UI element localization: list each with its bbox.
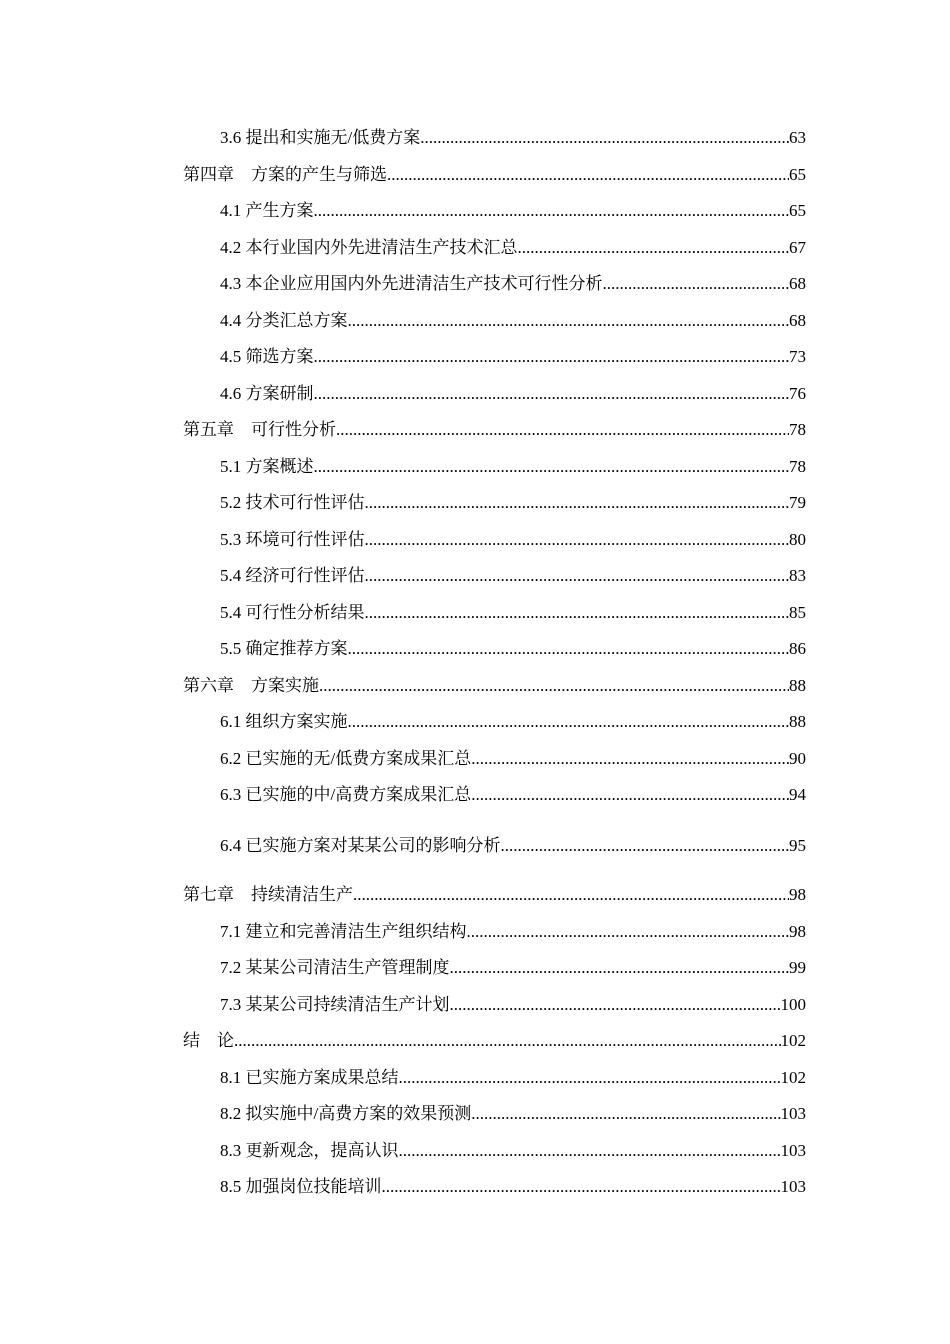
toc-dot-leader (353, 884, 789, 906)
toc-entry-title: 结 论 (183, 1031, 234, 1050)
toc-entry-title: 8.1 已实施方案成果总结 (220, 1068, 399, 1087)
toc-entry-title: 6.2 已实施的无/低费方案成果汇总 (220, 749, 472, 768)
toc-entry[interactable] (220, 383, 806, 405)
toc-dot-leader (348, 638, 790, 660)
toc-dot-leader (365, 492, 790, 514)
toc-page-number: 88 (789, 676, 806, 695)
toc-page-number: 103 (780, 1141, 806, 1160)
toc-entry[interactable] (220, 1103, 806, 1125)
toc-entry[interactable] (220, 1176, 806, 1198)
toc-dot-leader (518, 237, 790, 259)
toc-page-number: 73 (789, 347, 806, 366)
toc-dot-leader (314, 383, 790, 405)
toc-dot-leader (467, 921, 790, 943)
toc-entry-title: 第五章 可行性分析 (183, 420, 336, 439)
toc-dot-leader (348, 711, 790, 733)
toc-entry-title: 8.3 更新观念，提高认识 (220, 1141, 399, 1160)
toc-page-number: 65 (789, 201, 806, 220)
toc-page-number: 78 (789, 420, 806, 439)
toc-dot-leader (365, 602, 790, 624)
toc-entry[interactable] (220, 835, 806, 857)
toc-page-number: 76 (789, 384, 806, 403)
toc-dot-leader (399, 1067, 781, 1089)
toc-page-number: 79 (789, 493, 806, 512)
toc-dot-leader (365, 565, 790, 587)
toc-page-number: 68 (789, 311, 806, 330)
toc-dot-leader (420, 127, 789, 149)
toc-page-number: 103 (780, 1104, 806, 1123)
toc-entry-title: 4.4 分类汇总方案 (220, 311, 348, 330)
toc-entry[interactable] (220, 237, 806, 259)
toc-page-number: 94 (789, 785, 806, 804)
toc-dot-leader (348, 310, 790, 332)
toc-entry[interactable] (220, 346, 806, 368)
toc-entry-title: 5.4 可行性分析结果 (220, 603, 365, 622)
toc-chapter-entry[interactable] (183, 884, 806, 906)
toc-page-number: 63 (789, 128, 806, 147)
toc-dot-leader (314, 200, 790, 222)
toc-entry[interactable] (220, 310, 806, 332)
toc-entry-title: 7.3 某某公司持续清洁生产计划 (220, 995, 450, 1014)
toc-entry[interactable] (220, 529, 806, 551)
toc-page-number: 103 (780, 1177, 806, 1196)
toc-page-number: 65 (789, 165, 806, 184)
toc-page-number: 99 (789, 958, 806, 977)
toc-chapter-entry[interactable] (183, 419, 806, 441)
toc-entry-title: 第六章 方案实施 (183, 676, 319, 695)
toc-entry-title: 5.3 环境可行性评估 (220, 530, 365, 549)
toc-entry-title: 8.5 加强岗位技能培训 (220, 1177, 382, 1196)
toc-entry[interactable] (220, 711, 806, 733)
toc-entry[interactable] (220, 565, 806, 587)
toc-dot-leader (501, 835, 790, 857)
toc-entry[interactable] (220, 994, 806, 1016)
toc-entry-title: 7.2 某某公司清洁生产管理制度 (220, 958, 450, 977)
toc-entry[interactable] (220, 638, 806, 660)
toc-dot-leader (314, 346, 790, 368)
toc-entry[interactable] (220, 456, 806, 478)
toc-page-number: 80 (789, 530, 806, 549)
toc-entry-title: 6.3 已实施的中/高费方案成果汇总 (220, 785, 472, 804)
toc-dot-leader (314, 456, 790, 478)
toc-chapter-entry[interactable] (183, 164, 806, 186)
toc-entry-title: 3.6 提出和实施无/低费方案 (220, 128, 421, 147)
toc-entry-title: 第七章 持续清洁生产 (183, 885, 353, 904)
toc-entry[interactable] (220, 200, 806, 222)
toc-dot-leader (382, 1176, 781, 1198)
toc-page-number: 102 (780, 1068, 806, 1087)
toc-dot-leader (387, 164, 789, 186)
toc-page-number: 83 (789, 566, 806, 585)
toc-entry[interactable] (220, 127, 806, 149)
toc-page-number: 68 (789, 274, 806, 293)
toc-dot-leader (603, 273, 790, 295)
toc-page-number: 78 (789, 457, 806, 476)
toc-entry[interactable] (220, 921, 806, 943)
toc-dot-leader (365, 529, 790, 551)
toc-page-number: 102 (780, 1031, 806, 1050)
toc-page-number: 90 (789, 749, 806, 768)
toc-chapter-entry[interactable] (183, 1030, 806, 1052)
toc-dot-leader (319, 675, 789, 697)
toc-page-number: 95 (789, 836, 806, 855)
toc-page-number: 86 (789, 639, 806, 658)
toc-page-number: 98 (789, 922, 806, 941)
toc-dot-leader (450, 994, 781, 1016)
toc-entry-title: 4.3 本企业应用国内外先进清洁生产技术可行性分析 (220, 274, 603, 293)
toc-dot-leader (471, 784, 789, 806)
toc-dot-leader (471, 1103, 780, 1125)
toc-entry[interactable] (220, 602, 806, 624)
toc-entry-title: 5.1 方案概述 (220, 457, 314, 476)
toc-entry-title: 第四章 方案的产生与筛选 (183, 165, 387, 184)
toc-entry[interactable] (220, 957, 806, 979)
toc-entry-title: 4.5 筛选方案 (220, 347, 314, 366)
toc-entry-title: 4.6 方案研制 (220, 384, 314, 403)
toc-page-number: 67 (789, 238, 806, 257)
toc-entry-title: 6.4 已实施方案对某某公司的影响分析 (220, 836, 501, 855)
toc-page-number: 88 (789, 712, 806, 731)
toc-dot-leader (234, 1030, 781, 1052)
toc-page-number: 85 (789, 603, 806, 622)
toc-entry-title: 5.5 确定推荐方案 (220, 639, 348, 658)
toc-dot-leader (450, 957, 790, 979)
toc-entry[interactable] (220, 273, 806, 295)
toc-entry-title: 6.1 组织方案实施 (220, 712, 348, 731)
toc-entry-title: 7.1 建立和完善清洁生产组织结构 (220, 922, 467, 941)
toc-dot-leader (471, 748, 789, 770)
toc-chapter-entry[interactable] (183, 675, 806, 697)
toc-entry[interactable] (220, 1067, 806, 1089)
toc-entry[interactable] (220, 748, 806, 770)
toc-entry[interactable] (220, 784, 806, 806)
toc-entry-title: 5.2 技术可行性评估 (220, 493, 365, 512)
toc-entry-title: 5.4 经济可行性评估 (220, 566, 365, 585)
toc-entry-title: 4.2 本行业国内外先进清洁生产技术汇总 (220, 238, 518, 257)
toc-page-number: 100 (780, 995, 806, 1014)
toc-page-number: 98 (789, 885, 806, 904)
toc-dot-leader (399, 1140, 781, 1162)
toc-entry-title: 8.2 拟实施中/高费方案的效果预测 (220, 1104, 472, 1123)
toc-entry-title: 4.1 产生方案 (220, 201, 314, 220)
toc-entry[interactable] (220, 492, 806, 514)
toc-dot-leader (336, 419, 789, 441)
toc-entry[interactable] (220, 1140, 806, 1162)
